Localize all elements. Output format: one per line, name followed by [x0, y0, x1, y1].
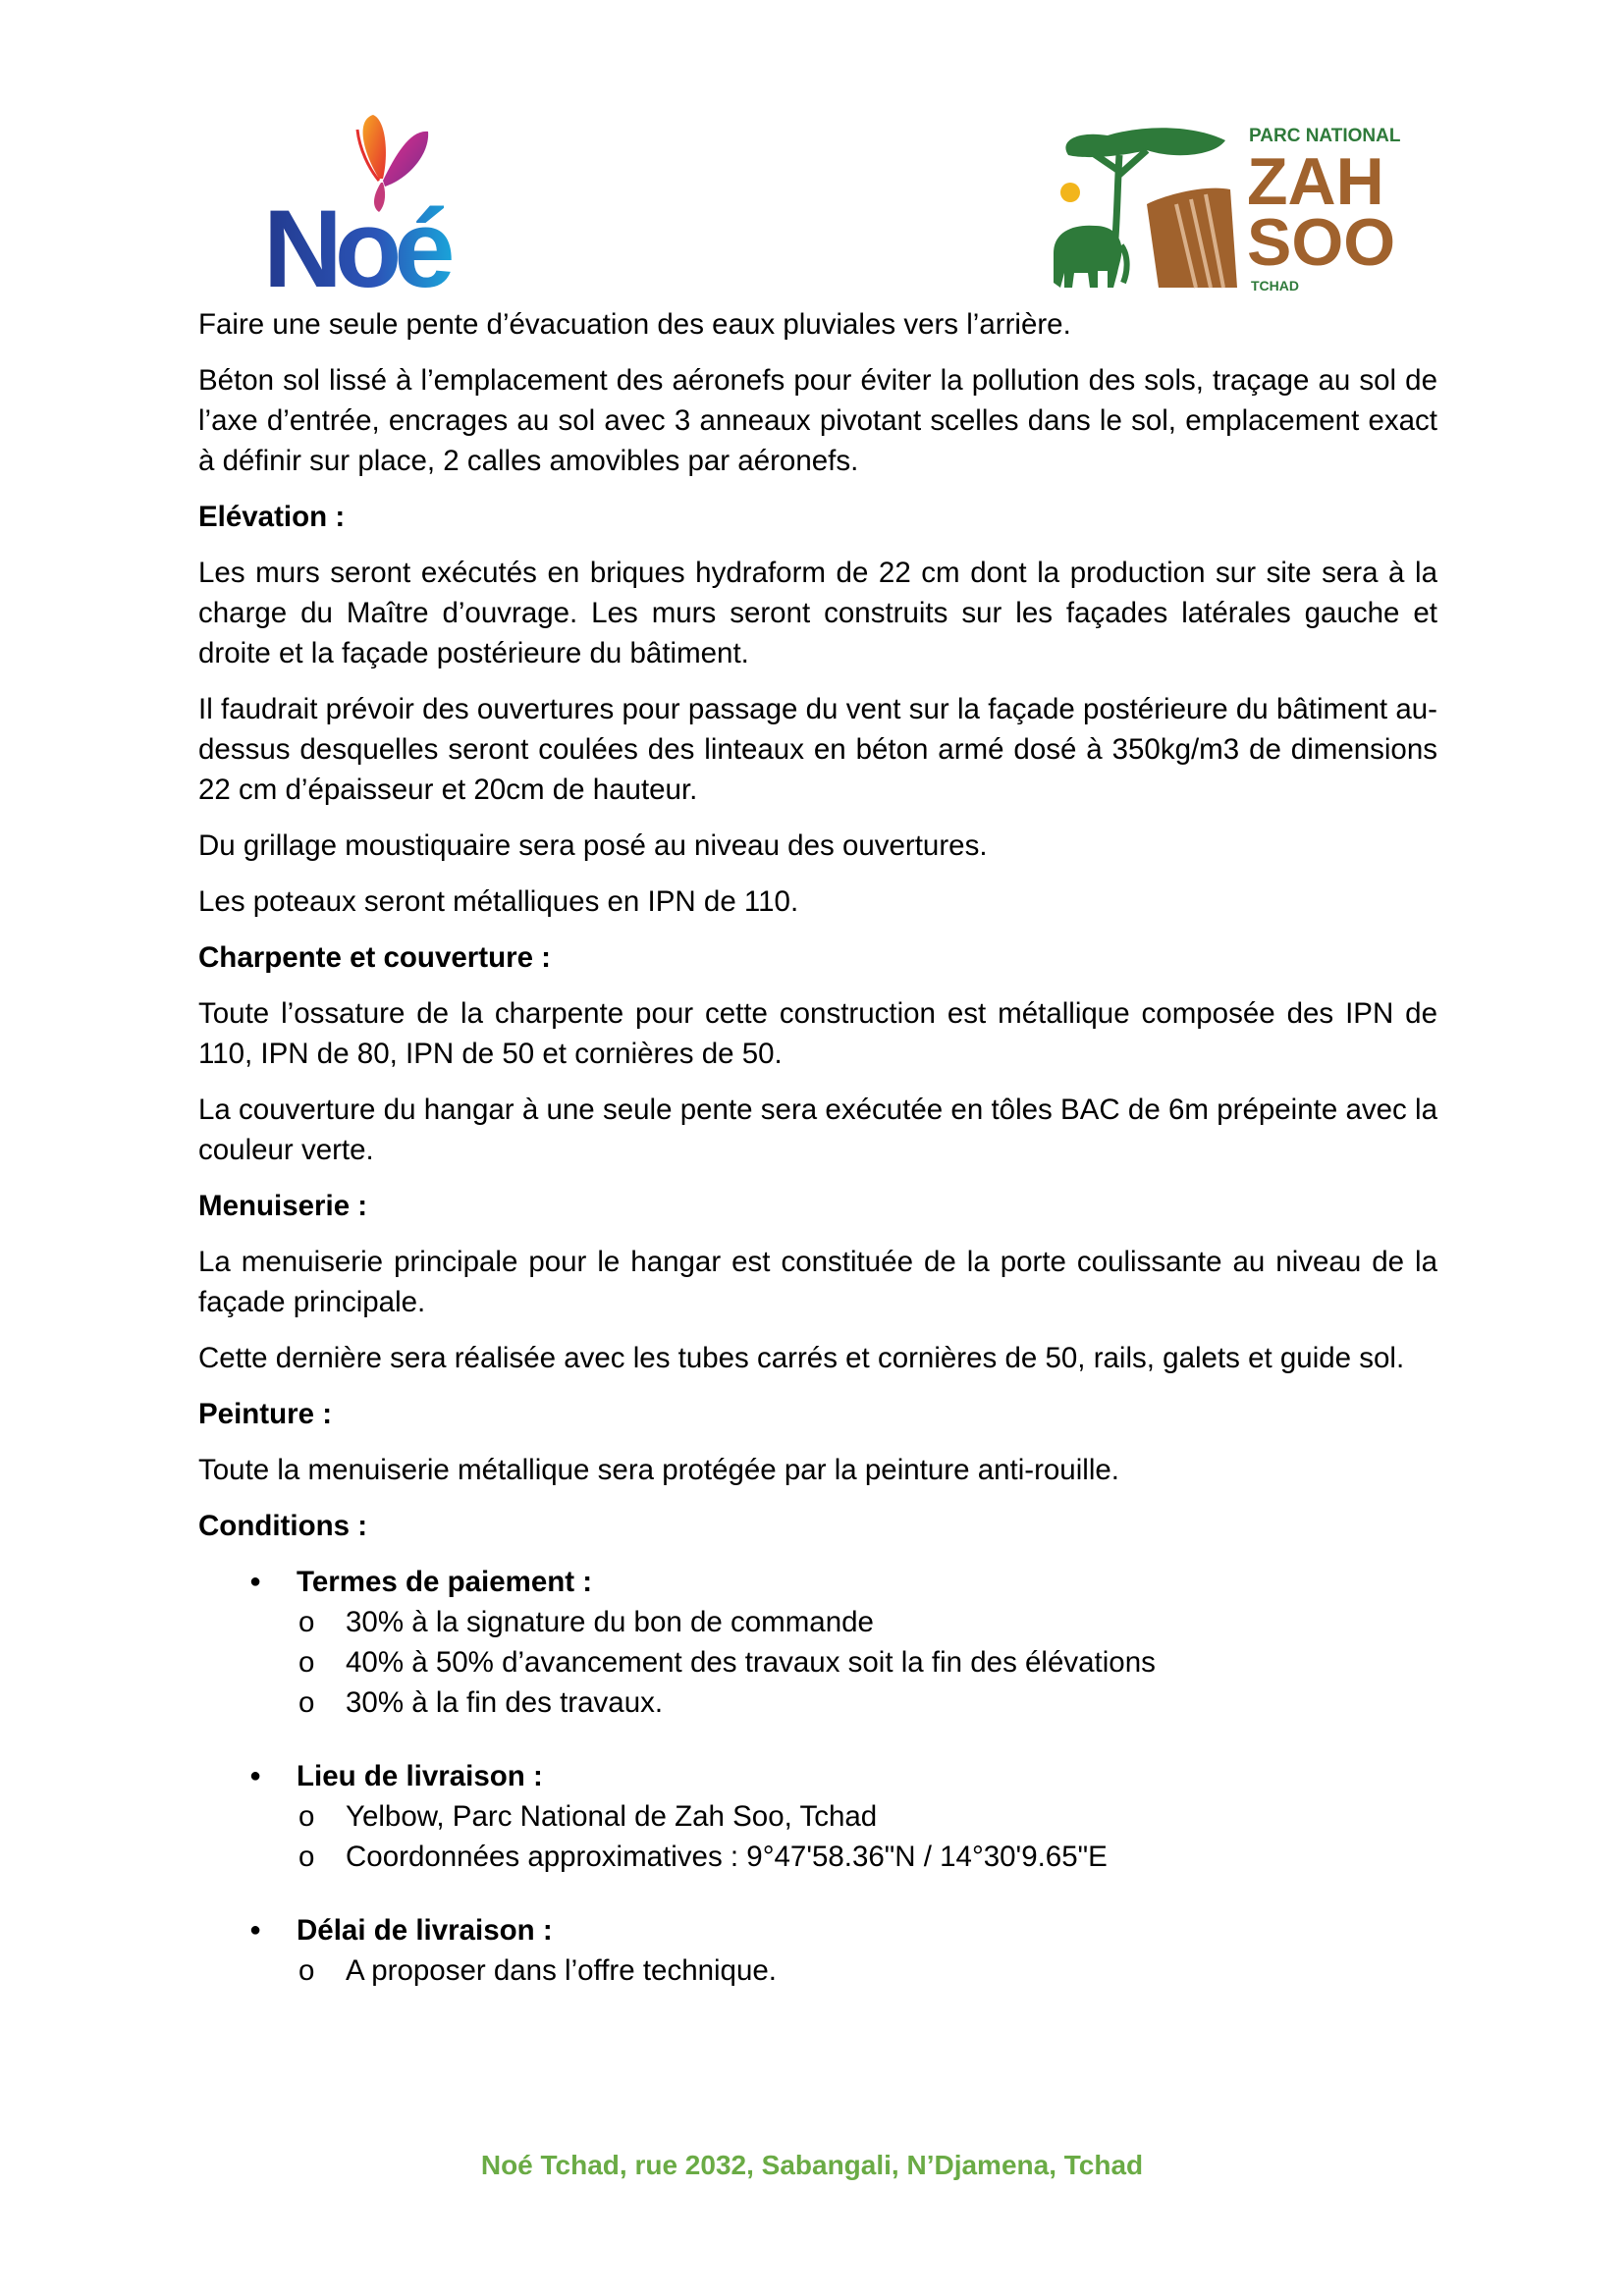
paragraph: Il faudrait prévoir des ouvertures pour passage du vent sur la façade postérieure du bâtiment au-dessus desquelles seront coulées des linteaux en béton armé dosé à 350kg/m3 de dimensions 22 cm d’épaisseur et 20cm de hauteur.	[198, 693, 1437, 806]
zah-line2: ZAH	[1247, 144, 1384, 219]
noe-logo	[263, 110, 499, 296]
paragraph: La menuiserie principale pour le hangar est constituée de la porte coulissante au niveau de la façade principale.	[198, 1246, 1437, 1318]
zah-line4: TCHAD	[1251, 278, 1299, 294]
section-heading-conditions: Conditions :	[198, 1510, 368, 1542]
condition-title: ● Termes de paiement :	[297, 1566, 593, 1598]
section-heading-peinture: Peinture :	[198, 1398, 333, 1430]
condition-sublist	[297, 1796, 1437, 1877]
list-item: o A proposer dans l’offre technique.	[297, 1950, 1437, 1991]
condition-item	[198, 1910, 1437, 1991]
paragraph: Toute la menuiserie métallique sera protégée par la peinture anti-rouille.	[198, 1454, 1119, 1486]
list-item: o Coordonnées approximatives : 9°47'58.36"N / 14°30'9.65"E	[297, 1837, 1437, 1877]
noe-logo-text: Noé	[263, 187, 448, 296]
paragraph: Cette dernière sera réalisée avec les tubes carrés et cornières de 50, rails, galets et guide sol.	[198, 1342, 1405, 1374]
zah-soo-logo	[1049, 116, 1441, 294]
paragraph: Les poteaux seront métalliques en IPN de 110.	[198, 885, 799, 918]
paragraph: Toute l’ossature de la charpente pour cette construction est métallique composée des IPN de 110, IPN de 80, IPN de 50 et cornières de 50.	[198, 997, 1437, 1070]
condition-item	[198, 1756, 1437, 1877]
document-body	[198, 304, 1437, 2024]
zah-line3: SOO	[1247, 205, 1396, 280]
paragraph: Du grillage moustiquaire sera posé au niveau des ouvertures.	[198, 829, 988, 862]
paragraph: Les murs seront exécutés en briques hydraform de 22 cm dont la production sur site sera à la charge du Maître d’ouvrage. Les murs seront construits sur les façades latérales gauche et droite et la façade postérieure du bâtiment.	[198, 557, 1437, 669]
list-item: o 40% à 50% d’avancement des travaux soit la fin des élévations	[297, 1642, 1437, 1682]
list-item: o Yelbow, Parc National de Zah Soo, Tchad	[297, 1796, 1437, 1837]
condition-sublist	[297, 1950, 1437, 1991]
list-item: o 30% à la fin des travaux.	[297, 1682, 1437, 1723]
condition-title: ● Lieu de livraison :	[297, 1760, 543, 1792]
paragraph: La couverture du hangar à une seule pente sera exécutée en tôles BAC de 6m prépeinte avec la couleur verte.	[198, 1094, 1437, 1166]
condition-item	[198, 1562, 1437, 1723]
condition-sublist	[297, 1602, 1437, 1723]
section-heading-menuiserie: Menuiserie :	[198, 1190, 368, 1222]
condition-title: ● Délai de livraison :	[297, 1914, 553, 1947]
elephant-tree-waterfall-icon	[1049, 116, 1441, 294]
zah-line1: PARC NATIONAL	[1249, 126, 1401, 146]
footer-address: Noé Tchad, rue 2032, Sabangali, N’Djamena, Tchad	[480, 2150, 1144, 2180]
list-item: o 30% à la signature du bon de commande	[297, 1602, 1437, 1642]
noe-wordmark	[263, 110, 499, 296]
paragraph: Faire une seule pente d’évacuation des eaux pluviales vers l’arrière.	[198, 308, 1071, 341]
paragraph: Béton sol lissé à l’emplacement des aéronefs pour éviter la pollution des sols, traçage au sol de l’axe d’entrée, encrages au sol avec 3 anneaux pivotant scelles dans le sol, emplacement exact à définir sur place, 2 calles amovibles par aéronefs.	[198, 364, 1437, 477]
section-heading-charpente: Charpente et couverture :	[198, 941, 551, 974]
conditions-list	[198, 1562, 1437, 1991]
section-heading-elevation: Elévation :	[198, 501, 346, 533]
